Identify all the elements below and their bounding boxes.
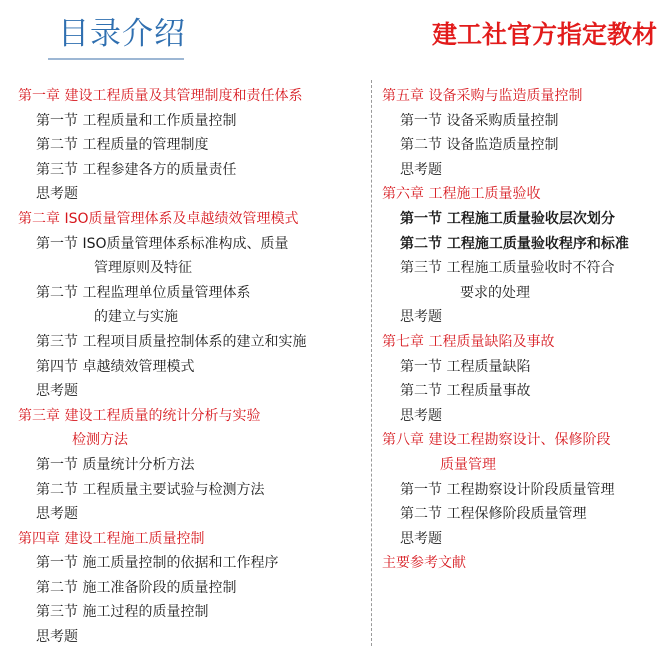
official-textbook-tagline: 建工社官方指定教材 xyxy=(431,20,657,49)
toc-section-item: 第一节 质量统计分析方法 xyxy=(36,456,195,473)
toc-review-questions: 思考题 xyxy=(400,530,442,547)
toc-review-questions: 思考题 xyxy=(36,383,78,400)
toc-chapter-heading: 第七章 工程质量缺陷及事故 xyxy=(382,333,555,350)
toc-section-item: 第一节 ISO质量管理体系标准构成、质量 xyxy=(36,235,289,252)
toc-section-item: 第三节 工程施工质量验收时不符合 xyxy=(400,260,615,277)
toc-section-item-continued: 的建立与实施 xyxy=(94,309,178,326)
toc-section-item: 第一节 施工质量控制的依据和工作程序 xyxy=(36,555,279,572)
toc-review-questions: 思考题 xyxy=(400,161,442,178)
toc-section-item: 第一节 设备采购质量控制 xyxy=(400,112,559,129)
toc-chapter-heading: 第六章 工程施工质量验收 xyxy=(382,186,541,203)
toc-review-questions: 思考题 xyxy=(36,186,78,203)
toc-section-item: 第一节 工程施工质量验收层次划分 xyxy=(400,210,615,227)
toc-review-questions: 思考题 xyxy=(400,407,442,424)
title-underline xyxy=(48,58,184,60)
toc-review-questions: 思考题 xyxy=(36,506,78,523)
toc-section-item: 第一节 工程勘察设计阶段质量管理 xyxy=(400,481,615,498)
toc-chapter-heading: 主要参考文献 xyxy=(382,555,466,572)
toc-chapter-heading: 第八章 建设工程勘察设计、保修阶段 xyxy=(382,432,611,449)
toc-chapter-heading: 第三章 建设工程质量的统计分析与实验 xyxy=(18,407,261,424)
toc-section-item: 第二节 施工准备阶段的质量控制 xyxy=(36,579,237,596)
toc-section-item: 第二节 工程监理单位质量管理体系 xyxy=(36,284,251,301)
toc-section-item: 第二节 工程质量主要试验与检测方法 xyxy=(36,481,265,498)
toc-section-item: 第二节 设备监造质量控制 xyxy=(400,137,559,154)
toc-section-item: 第三节 工程参建各方的质量责任 xyxy=(36,161,237,178)
column-divider xyxy=(371,80,372,646)
toc-chapter-heading: 第五章 设备采购与监造质量控制 xyxy=(382,88,583,104)
toc-section-item-continued: 要求的处理 xyxy=(460,284,530,301)
toc-section-item: 第三节 施工过程的质量控制 xyxy=(36,604,209,621)
toc-section-item: 第四节 卓越绩效管理模式 xyxy=(36,358,195,375)
toc-section-item: 第一节 工程质量缺陷 xyxy=(400,358,531,375)
toc-chapter-heading-continued: 质量管理 xyxy=(440,456,496,473)
toc-section-item: 第三节 工程项目质量控制体系的建立和实施 xyxy=(36,333,307,350)
toc-section-item: 第二节 工程保修阶段质量管理 xyxy=(400,506,587,523)
toc-review-questions: 思考题 xyxy=(400,309,442,326)
toc-chapter-heading: 第四章 建设工程施工质量控制 xyxy=(18,530,205,547)
toc-section-item: 第二节 工程质量事故 xyxy=(400,383,531,400)
page-title: 目录介绍 xyxy=(58,16,186,52)
toc-section-item-continued: 管理原则及特征 xyxy=(94,260,192,277)
toc-left-column xyxy=(18,84,366,650)
toc-chapter-heading-continued: 检测方法 xyxy=(72,432,128,449)
toc-review-questions: 思考题 xyxy=(36,629,78,646)
toc-section-item: 第二节 工程质量的管理制度 xyxy=(36,137,209,154)
toc-section-item: 第一节 工程质量和工作质量控制 xyxy=(36,112,237,129)
toc-section-item: 第二节 工程施工质量验收程序和标准 xyxy=(400,235,629,252)
toc-chapter-heading: 第一章 建设工程质量及其管理制度和责任体系 xyxy=(18,88,303,104)
toc-chapter-heading: 第二章 ISO质量管理体系及卓越绩效管理模式 xyxy=(18,210,299,227)
toc-right-column xyxy=(382,84,668,576)
